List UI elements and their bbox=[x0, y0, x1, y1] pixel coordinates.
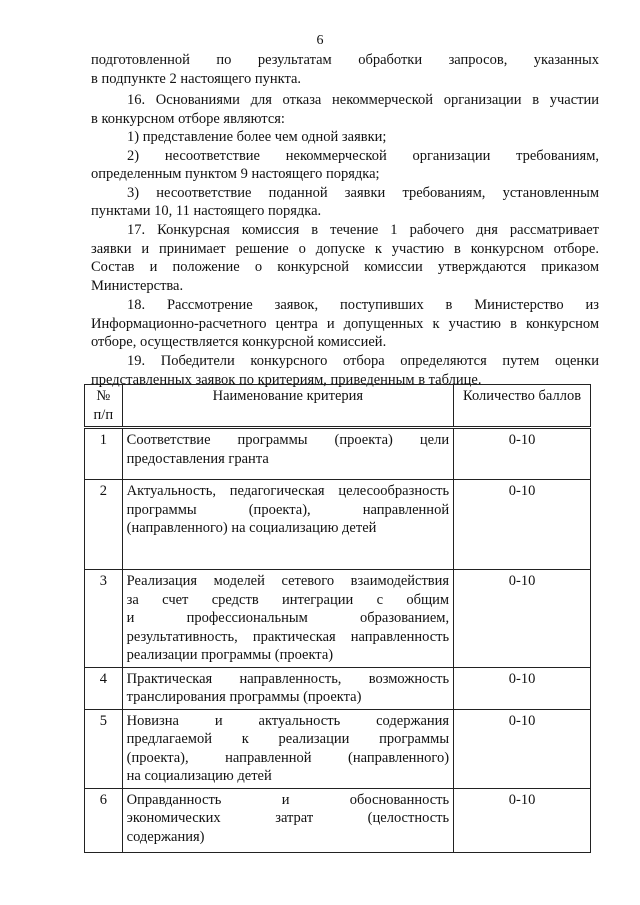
paragraph-16 bbox=[91, 91, 599, 221]
table-row bbox=[85, 788, 591, 852]
paragraph-line: в конкурсном отборе являются: bbox=[91, 110, 285, 127]
list-item-continuation: пунктами 10, 11 настоящего порядка. bbox=[91, 203, 322, 219]
header-number-line: п/п bbox=[93, 406, 114, 423]
criterion-line: предлагаемой к реализации программы bbox=[126, 731, 450, 747]
list-item-continuation: определенным пунктом 9 настоящего порядка; bbox=[91, 166, 380, 182]
criterion-line: и профессиональным образованием, bbox=[126, 610, 450, 626]
paragraph-line: заявки и принимает решение о допуске к участию в конкурсном отборе. bbox=[91, 240, 599, 257]
criterion-line: результативность, практическая направленность bbox=[126, 628, 450, 645]
criterion-line: Соответствие программы (проекта) цели bbox=[126, 432, 450, 448]
criterion-line: Актуальность, педагогическая целесообразность bbox=[126, 483, 450, 499]
paragraph-line: 17. Конкурсная комиссия в течение 1 рабочего дня рассматривает bbox=[127, 222, 599, 238]
criterion-score: 0-10 bbox=[454, 570, 591, 668]
row-number: 3 bbox=[85, 570, 123, 668]
criterion-score: 0-10 bbox=[454, 709, 591, 788]
paragraph-continuation bbox=[91, 51, 599, 88]
criterion-score: 0-10 bbox=[454, 428, 591, 480]
criterion-line: (направленного) на социализацию детей bbox=[126, 520, 377, 536]
header-number-line: № bbox=[96, 388, 111, 404]
criterion-line: Реализация моделей сетевого взаимодействия bbox=[126, 573, 450, 589]
page-number: 6 bbox=[316, 33, 324, 48]
paragraph-17 bbox=[91, 221, 599, 295]
paragraph-line: представленных заявок по критериям, приведенным в таблице. bbox=[91, 371, 482, 388]
criterion-name bbox=[122, 709, 453, 788]
criterion-line: Оправданность и обоснованность bbox=[126, 791, 450, 808]
criterion-name bbox=[122, 570, 453, 668]
criteria-table bbox=[84, 384, 591, 853]
paragraph-18 bbox=[91, 296, 599, 352]
criterion-line: предоставления гранта bbox=[126, 450, 269, 467]
criterion-line: на социализацию детей bbox=[126, 768, 272, 784]
paragraph-line: Информационно-расчетного центра и допущенных к участию в конкурсном bbox=[91, 315, 599, 332]
table-row bbox=[85, 428, 591, 480]
criterion-line: Новизна и актуальность содержания bbox=[126, 712, 450, 729]
table-row bbox=[85, 709, 591, 788]
table-header-row bbox=[85, 385, 591, 428]
criterion-score: 0-10 bbox=[454, 788, 591, 852]
criterion-name bbox=[122, 667, 453, 709]
list-item: 3) несоответствие поданной заявки требованиям, установленным bbox=[127, 184, 599, 201]
criterion-line: Практическая направленность, возможность bbox=[126, 670, 450, 687]
header-criterion-name: Наименование критерия bbox=[122, 385, 453, 428]
paragraph-line: 16. Основаниями для отказа некоммерческой организации в участии bbox=[127, 92, 599, 108]
paragraph-line: подготовленной по результатам обработки запросов, указанных bbox=[91, 52, 599, 68]
row-number: 1 bbox=[85, 428, 123, 480]
row-number: 6 bbox=[85, 788, 123, 852]
list-item: 2) несоответствие некоммерческой организации требованиям, bbox=[127, 147, 599, 164]
header-score: Количество баллов bbox=[454, 385, 591, 428]
row-number: 2 bbox=[85, 480, 123, 570]
row-number: 5 bbox=[85, 709, 123, 788]
criterion-line: экономических затрат (целостность bbox=[126, 810, 450, 826]
paragraph-line: отборе, осуществляется конкурсной комиссией. bbox=[91, 334, 387, 350]
criterion-line: (проекта), направленной (направленного) bbox=[126, 749, 450, 766]
paragraph-line: 19. Победители конкурсного отбора определяются путем оценки bbox=[127, 353, 599, 369]
table-row bbox=[85, 667, 591, 709]
criterion-name bbox=[122, 788, 453, 852]
table-row bbox=[85, 480, 591, 570]
criterion-name bbox=[122, 480, 453, 570]
list-item: 1) представление более чем одной заявки; bbox=[127, 129, 387, 145]
paragraph-line: в подпункте 2 настоящего пункта. bbox=[91, 70, 302, 87]
criterion-line: за счет средств интеграции с общим bbox=[126, 591, 450, 608]
table-row bbox=[85, 570, 591, 668]
criterion-line: содержания) bbox=[126, 828, 205, 845]
paragraph-line: Состав и положение о конкурсной комиссии утверждаются приказом bbox=[91, 259, 599, 275]
criterion-line: транслирования программы (проекта) bbox=[126, 689, 362, 705]
criterion-line: реализации программы (проекта) bbox=[126, 647, 334, 663]
criterion-line: программы (проекта), направленной bbox=[126, 501, 450, 518]
paragraph-line: 18. Рассмотрение заявок, поступивших в Министерство из bbox=[127, 297, 599, 313]
criterion-score: 0-10 bbox=[454, 667, 591, 709]
header-number bbox=[85, 385, 123, 428]
row-number: 4 bbox=[85, 667, 123, 709]
paragraph-line: Министерства. bbox=[91, 277, 184, 294]
criterion-score: 0-10 bbox=[454, 480, 591, 570]
criterion-name bbox=[122, 428, 453, 480]
